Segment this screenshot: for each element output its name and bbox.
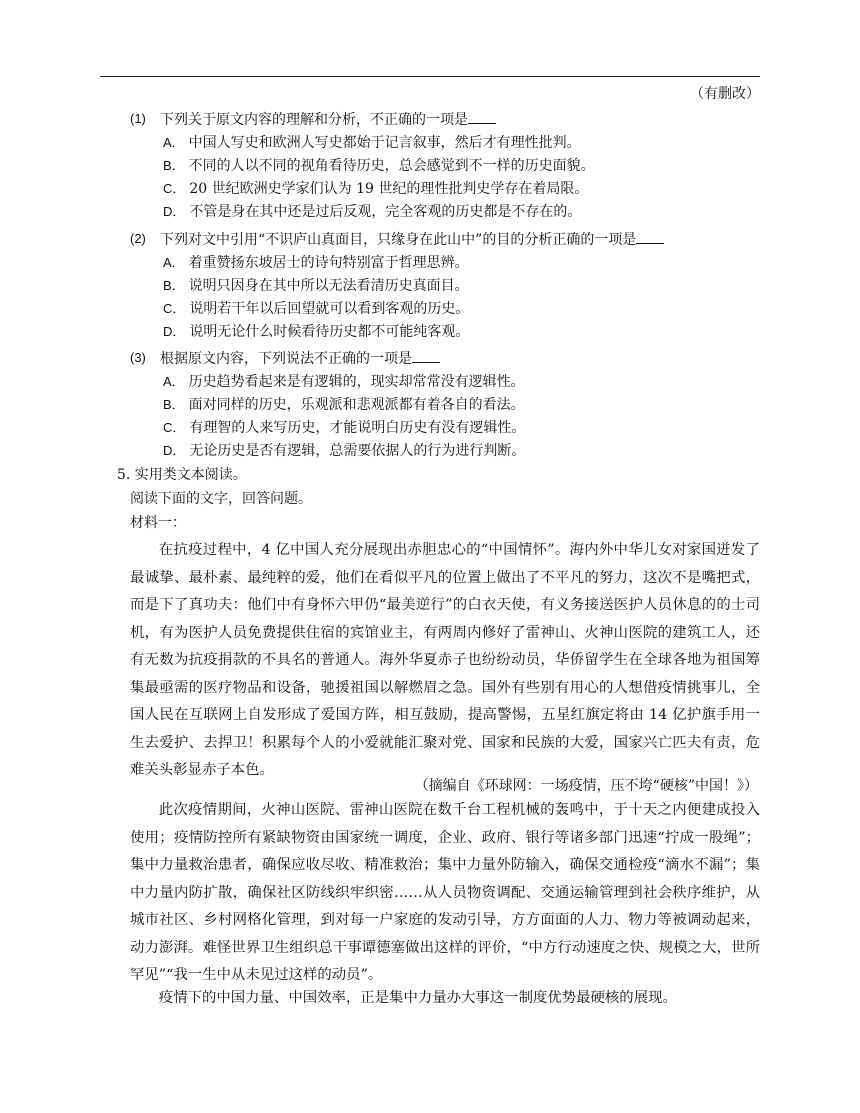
answer-blank [636,230,664,244]
question-number: (3) [130,350,146,365]
option-letter: D． [163,204,186,219]
option-text: 说明只因身在其中所以无法看清历史真面目。 [188,278,469,294]
option-a [163,373,525,391]
option-a [163,254,469,272]
option-d [163,323,469,341]
question-stem-text: 下列对文中引用“不识庐山真面目，只缘身在此山中”的目的分析正确的一项是 [160,232,637,248]
edit-note: （有删改） [690,86,760,102]
source-citation: （摘编自《环球网：一场疫情，压不垮“硬核”中国！》） [414,778,758,794]
option-letter: B． [163,397,185,412]
option-letter: B． [163,278,185,293]
question-number: (2) [130,231,146,246]
question-stem-text: 根据原文内容，下列说法不正确的一项是 [160,351,412,367]
option-text: 着重赞扬东坡居士的诗句特别富于哲理思辨。 [188,255,469,271]
section-heading: 5. 实用类文本阅读。 [117,467,247,483]
option-text: 20 世纪欧洲史学家们认为 19 世纪的理性批判史学存在着局限。 [189,181,589,197]
option-text: 不管是身在其中还是过后反观，完全客观的历史都是不存在的。 [189,204,582,220]
material-label: 材料一： [130,515,186,531]
option-c [163,419,525,437]
question-stem-text: 下列关于原文内容的理解和分析，不正确的一项是 [160,112,468,128]
option-text: 中国人写史和欧洲人写史都始于记言叙事，然后才有理性批判。 [188,135,581,151]
question-number: (1) [130,111,146,126]
material-paragraph: 在抗疫过程中，4 亿中国人充分展现出赤胆忠心的“中国情怀”。海内外中华儿女对家国迸发了最诚挚、最朴素、最纯粹的爱，他们在看似平凡的位置上做出了不平凡的努力，这次不是嘴把式，而是下了真功夫：他们中有身怀六甲仍“最美逆行”的白衣天使，有义务接送医护人员休息的的士司机，有为医护人员免费提供住宿的宾馆业主，有两周内修好了雷神山、火神山医院的建筑工人，还有无数为抗疫捐款的不具名的普通人。海外华夏赤子也纷纷动员，华侨留学生在全球各地为祖国筹集最亟需的医疗物品和设备，驰援祖国以解燃眉之急。国外有些别有用心的人想借疫情挑事儿，全国人民在互联网上自发形成了爱国方阵，相互鼓励，提高警惕，五星红旗定将由 14 亿护旗手用一生去爱护、去捍卫！积累每个人的小爱就能汇聚对党、国家和民族的大爱，国家兴亡匹夫有责，危难关头彰显赤子本色。 [130,542,760,778]
option-letter: B． [163,158,185,173]
option-d [163,203,581,221]
option-b [163,157,595,175]
option-letter: A． [163,135,185,150]
option-c [163,180,588,198]
option-letter: A． [163,374,185,389]
option-letter: C． [163,420,186,435]
option-text: 面对同样的历史，乐观派和悲观派都有着各自的看法。 [188,397,525,413]
option-text: 不同的人以不同的视角看待历史，总会感觉到不一样的历史面貌。 [188,158,595,174]
material-paragraph: 此次疫情期间，火神山医院、雷神山医院在数千台工程机械的轰鸣中，于十天之内便建成投入使用；疫情防控所有紧缺物资由国家统一调度，企业、政府、银行等诸多部门迅速“拧成一股绳”；集中力量救治患者，确保应收尽收、精准救治；集中力量外防输入，确保交通检疫“滴水不漏”；集中力量内防扩散，确保社区防线织牢织密……从人员物资调配、交通运输管理到社会秩序维护，从城市社区、乡村网格化管理，到对每一户家庭的发动引导，方方面面的人力、物力等被调动起来，动力澎湃。难怪世界卫生组织总干事谭德塞做出这样的评价，“中方行动速度之快、规模之大，世所罕见”“我一生中从未见过这样的动员”。 [130,802,760,983]
option-text: 说明若干年以后回望就可以看到客观的历史。 [189,301,470,317]
option-d [163,442,525,460]
option-letter: C． [163,181,186,196]
question-stem [160,110,496,129]
option-c [163,300,469,318]
option-a [163,134,581,152]
option-letter: A． [163,255,185,270]
answer-blank [468,110,496,124]
material-paragraph: 疫情下的中国力量、中国效率，正是集中力量办大事这一制度优势最硬核的展现。 [158,990,677,1006]
option-letter: D． [163,443,186,458]
option-b [163,277,469,295]
option-letter: C． [163,301,186,316]
option-letter: D． [163,324,186,339]
option-text: 说明无论什么时候看待历史都不可能纯客观。 [189,324,470,340]
section-instruction: 阅读下面的文字，回答问题。 [130,491,312,507]
option-text: 无论历史是否有逻辑，总需要依据人的行为进行判断。 [189,443,526,459]
option-text: 历史趋势看起来是有逻辑的，现实却常常没有逻辑性。 [188,374,525,390]
question-stem [160,349,440,368]
option-text: 有理智的人来写历史，才能说明白历史有没有逻辑性。 [189,420,526,436]
question-stem [160,230,664,249]
answer-blank [412,349,440,363]
option-b [163,396,525,414]
header-rule [100,76,760,77]
